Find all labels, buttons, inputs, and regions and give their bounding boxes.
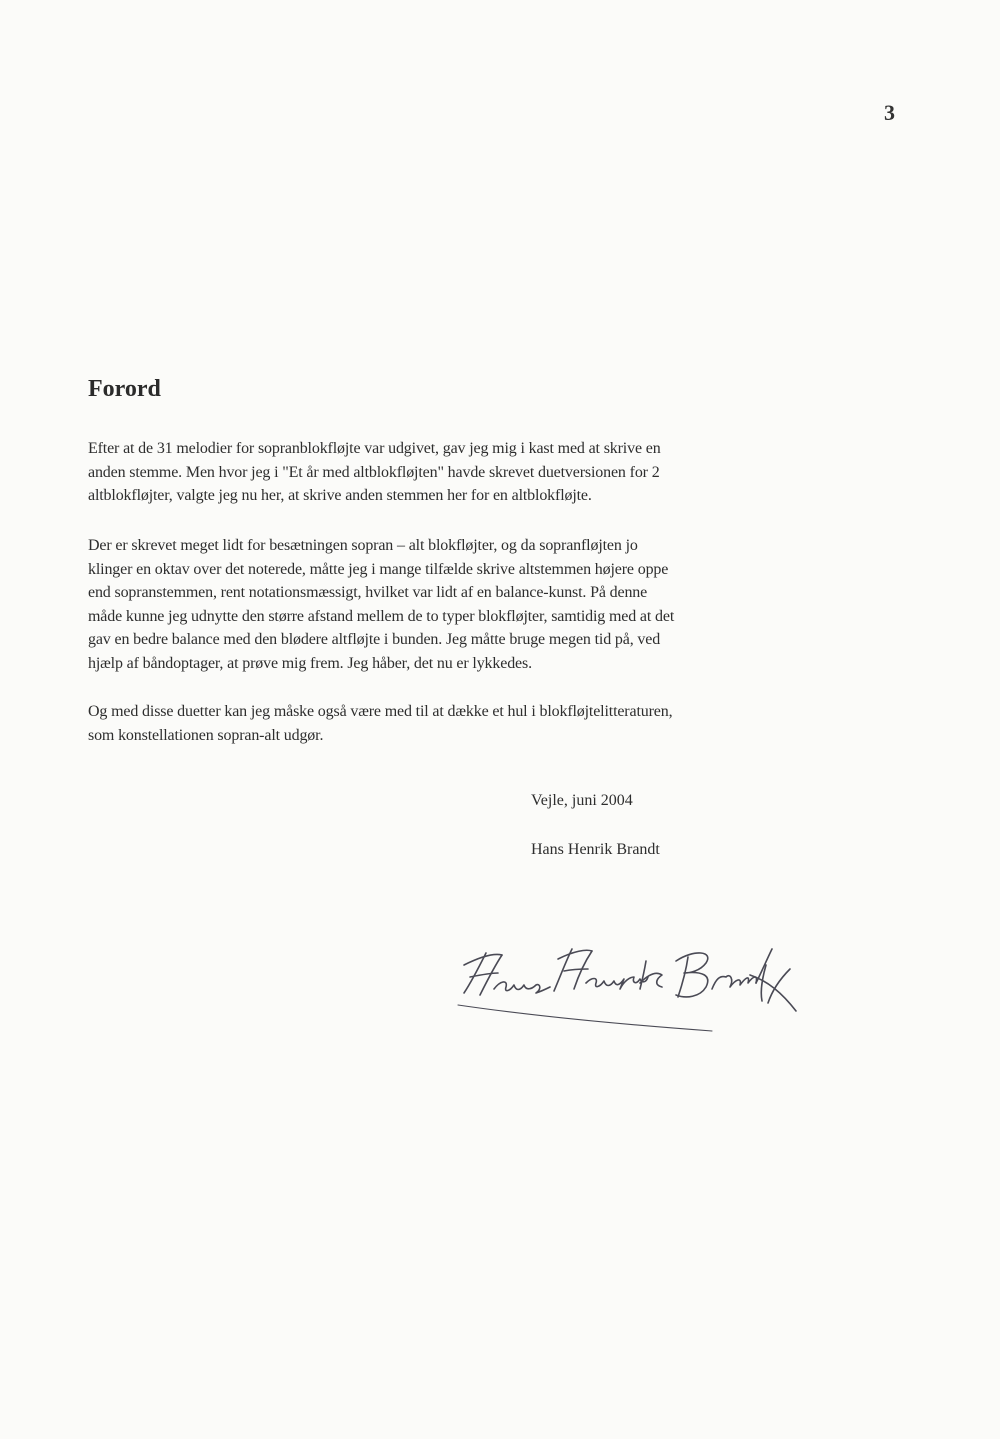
paragraph-1 [88,437,868,529]
paragraph-line: anden stemme. Men hvor jeg i "Et år med altblokfløjten" havde skrevet duetversionen for 2 [88,463,660,481]
signature [450,935,820,1045]
paragraph-line: altblokfløjter, valgte jeg nu her, at skrive anden stemmen her for en altblokfløjte. [88,487,592,504]
paragraph-line: måde kunne jeg udnytte den større afstand mellem de to typer blokfløjter, samtidig med at det [88,607,675,625]
paragraph-2 [88,534,868,696]
paragraph-line: gav en bedre balance med den blødere altfløjte i bunden. Jeg måtte bruge megen tid på, ved [88,631,661,648]
paragraph-line: klinger en oktav over det noterede, måtte jeg i mange tilfælde skrive altstemmen højere oppe [88,560,669,578]
paragraph-line: Efter at de 31 melodier for sopranblokfløjte var udgivet, gav jeg mig i kast med at skrive en [88,440,661,457]
paragraph-line: hjælp af båndoptager, at prøve mig frem. Jeg håber, det nu er lykkedes. [88,654,532,672]
paragraph-line: end sopranstemmen, rent notationsmæssigt, hvilket var lidt af en balance-kunst. På denne [88,584,648,601]
page-title: Forord [88,376,161,402]
place-date: Vejle, juni 2004 [531,792,633,809]
paragraph-line: Og med disse duetter kan jeg måske også være med til at dække et hul i blokfløjtelitteraturen, [88,703,673,720]
page-number: 3 [884,100,895,125]
paragraph-line: som konstellationen sopran-alt udgør. [88,726,324,744]
paragraph-3 [88,700,868,768]
paragraph-line: Der er skrevet meget lidt for besætningen sopran – alt blokfløjter, og da sopranfløjten jo [88,537,638,554]
author-name: Hans Henrik Brandt [531,841,660,858]
